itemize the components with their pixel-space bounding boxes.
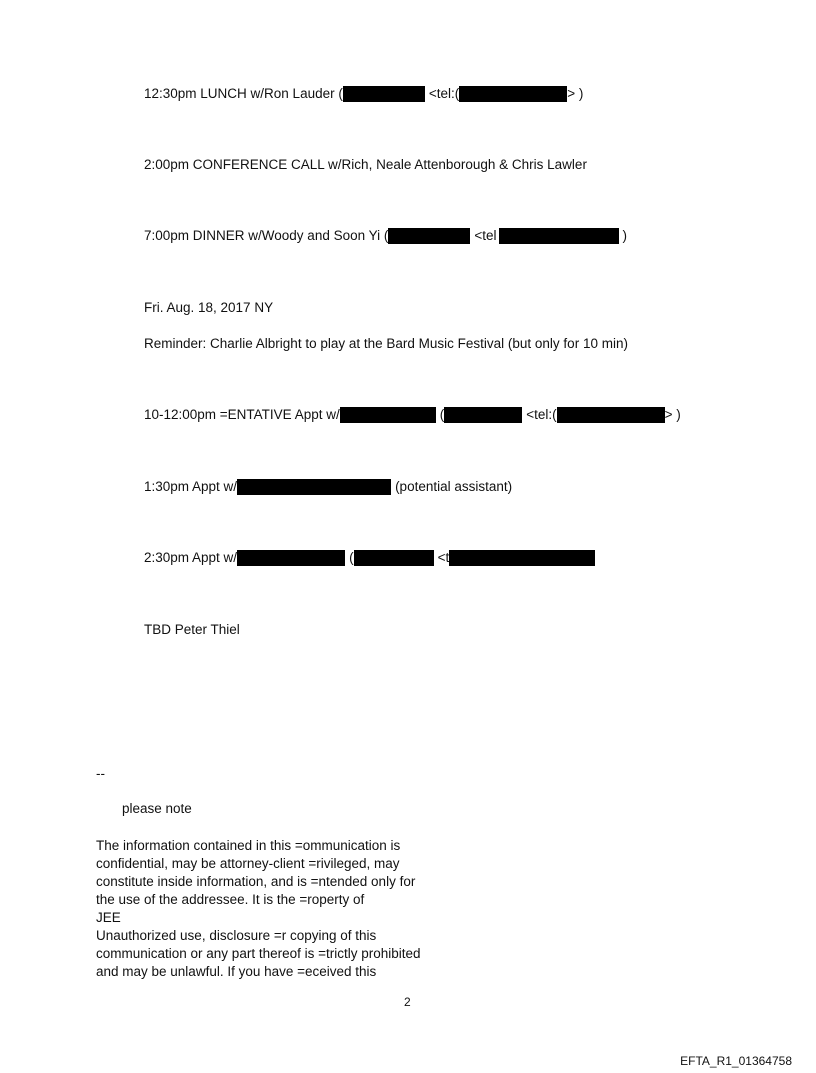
notice-line: the use of the addressee. It is the =roperty of xyxy=(96,892,365,907)
entry-date xyxy=(144,300,273,316)
redaction-box xyxy=(237,550,345,566)
entry-tentative xyxy=(144,407,681,423)
notice-line: Unauthorized use, disclosure =r copying of this xyxy=(96,928,377,943)
lunch-text: 12:30pm LUNCH w/Ron Lauder ( xyxy=(144,86,343,101)
dinner-close: ) xyxy=(622,228,628,243)
redaction-box xyxy=(499,228,619,244)
notice-line: confidential, may be attorney-client =rivileged, may xyxy=(96,856,400,871)
redaction-box xyxy=(354,550,434,566)
appt1-text: 1:30pm Appt w/ xyxy=(144,479,238,494)
entry-appt-130 xyxy=(144,479,512,495)
document-id: EFTA_R1_01364758 xyxy=(680,1054,792,1068)
appt1-note: (potential assistant) xyxy=(395,479,513,494)
lunch-tel-label: <tel:( xyxy=(428,86,460,101)
confidentiality-notice xyxy=(96,837,456,981)
appt2-tel-label: <t xyxy=(437,550,450,565)
notice-line: and may be unlawful. If you have =eceived this xyxy=(96,964,377,979)
signature-separator: -- xyxy=(96,766,105,781)
entry-conference xyxy=(144,157,587,173)
entry-tbd xyxy=(144,622,240,638)
date-text: Fri. Aug. 18, 2017 NY xyxy=(144,300,274,315)
notice-line: constitute inside information, and is =ntended only for xyxy=(96,874,416,889)
appt2-text: 2:30pm Appt w/ xyxy=(144,550,238,565)
entry-appt-230 xyxy=(144,550,595,566)
appt2-open: ( xyxy=(349,550,354,565)
conference-text: 2:00pm CONFERENCE CALL w/Rich, Neale Attenborough & Chris Lawler xyxy=(144,157,587,172)
redaction-box xyxy=(343,86,425,102)
notice-line: communication or any part thereof is =trictly prohibited xyxy=(96,946,421,961)
tentative-close: > ) xyxy=(664,407,681,422)
dinner-text: 7:00pm DINNER w/Woody and Soon Yi ( xyxy=(144,228,389,243)
redaction-box xyxy=(237,479,391,495)
redaction-box xyxy=(340,407,436,423)
redaction-box xyxy=(459,86,567,102)
dinner-tel-label: <tel xyxy=(474,228,497,243)
notice-line: JEE xyxy=(96,910,121,925)
please-note: please note xyxy=(122,801,192,816)
page-number: 2 xyxy=(404,995,411,1009)
entry-dinner xyxy=(144,228,627,244)
tentative-text: 10-12:00pm =ENTATIVE Appt w/ xyxy=(144,407,340,422)
redaction-box xyxy=(557,407,665,423)
redaction-box xyxy=(449,550,595,566)
notice-line: The information contained in this =ommunication is xyxy=(96,838,401,853)
redaction-box xyxy=(444,407,522,423)
lunch-tel-close: > ) xyxy=(567,86,584,101)
reminder-text: Reminder: Charlie Albright to play at the Bard Music Festival (but only for 10 min) xyxy=(144,336,628,351)
tbd-text: TBD Peter Thiel xyxy=(144,622,240,637)
tentative-tel-label: <tel:( xyxy=(526,407,557,422)
tentative-open: ( xyxy=(439,407,445,422)
entry-reminder xyxy=(144,336,628,352)
entry-lunch xyxy=(144,86,583,102)
redaction-box xyxy=(388,228,470,244)
